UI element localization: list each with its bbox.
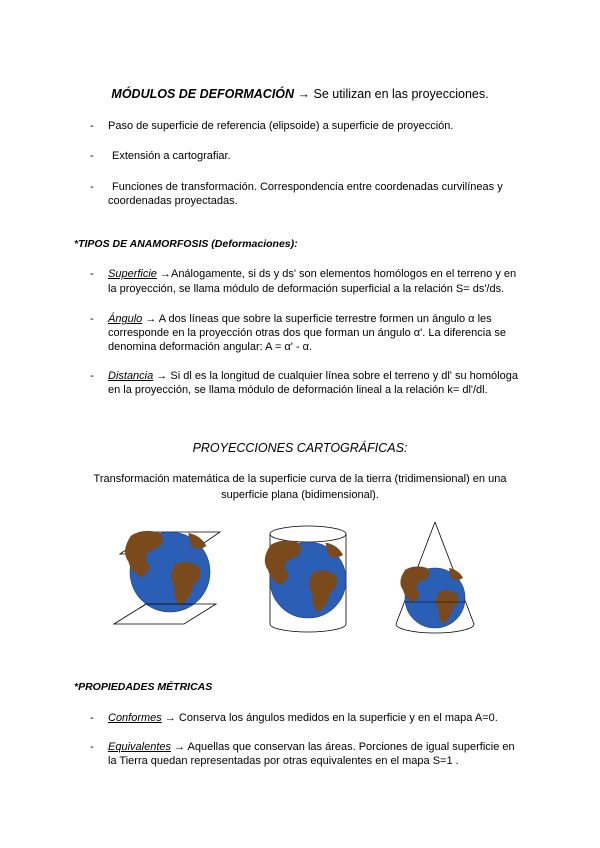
propiedad-conformes-line: Conformes → Conserva los ángulos medidos en la superficie y en el mapa A=0.: [108, 712, 498, 724]
bullet-dash: -: [90, 370, 94, 382]
propiedad-equivalentes-line: la Tierra quedan representadas por otras equivalentes en el mapa S=1 .: [108, 755, 459, 767]
projection-illustrations: [100, 520, 500, 640]
bullet-dash: -: [90, 741, 94, 753]
globe-cylindrical: [265, 541, 346, 619]
tipo-superficie-line: Superficie →Análogamente, si ds y ds' son elementos homólogos en el terreno y en: [108, 268, 517, 280]
globe-conic: [400, 566, 465, 628]
tipo-angulo-line: corresponde en la proyección otras dos que forman un ángulo α'. La diferencia se: [108, 327, 506, 339]
section-heading-tipos: *TIPOS DE ANAMORFOSIS (Deformaciones):: [74, 238, 298, 250]
section-heading-propiedades: *PROPIEDADES MÉTRICAS: [74, 681, 213, 693]
section-heading-proyecciones: PROYECCIONES CARTOGRÁFICAS:: [192, 441, 408, 455]
globe-azimuthal: [125, 531, 210, 612]
list-item: Paso de superficie de referencia (elipsoide) a superficie de proyección.: [108, 120, 454, 132]
page-title: MÓDULOS DE DEFORMACIÓN → Se utilizan en las proyecciones.: [111, 87, 489, 101]
cylinder-top: [270, 526, 346, 542]
tipo-superficie-line: la proyección, se llama módulo de deformación superficial a la relación S= ds'/ds.: [108, 283, 505, 295]
proyecciones-desc: superficie plana (bidimensional).: [221, 489, 379, 501]
proyecciones-desc: Transformación matemática de la superficie curva de la tierra (tridimensional) en una: [93, 473, 507, 485]
bullet-dash: -: [90, 712, 94, 724]
bullet-dash: -: [90, 268, 94, 280]
cylinder-projection: [265, 526, 346, 632]
list-item: Extensión a cartografiar.: [112, 150, 231, 162]
list-item-continuation: coordenadas proyectadas.: [108, 195, 238, 207]
cone-projection: [396, 522, 474, 633]
tipo-angulo-line: Ángulo → A dos líneas que sobre la superficie terrestre formen un ángulo α les: [108, 313, 492, 325]
tipo-distancia-line: Distancia → Si dl es la longitud de cualquier línea sobre el terreno y dl' su homóloga: [108, 370, 518, 382]
tipo-angulo-line: denomina deformación angular: A = α' - α.: [108, 341, 313, 353]
plane-projection: [114, 531, 220, 624]
cylinder-bottom: [270, 624, 346, 632]
tipo-distancia-line: en la proyección, se llama módulo de deformación lineal a la relación k= dl'/dl.: [108, 384, 488, 396]
bullet-dash: -: [90, 120, 94, 132]
list-item: Funciones de transformación. Correspondencia entre coordenadas curvilíneas y: [112, 181, 503, 193]
plane-edge: [140, 604, 146, 608]
propiedad-equivalentes-line: Equivalentes → Aquellas que conservan las áreas. Porciones de igual superficie en: [108, 741, 515, 753]
bullet-dash: -: [90, 181, 94, 193]
bullet-dash: -: [90, 313, 94, 325]
bullet-dash: -: [90, 150, 94, 162]
